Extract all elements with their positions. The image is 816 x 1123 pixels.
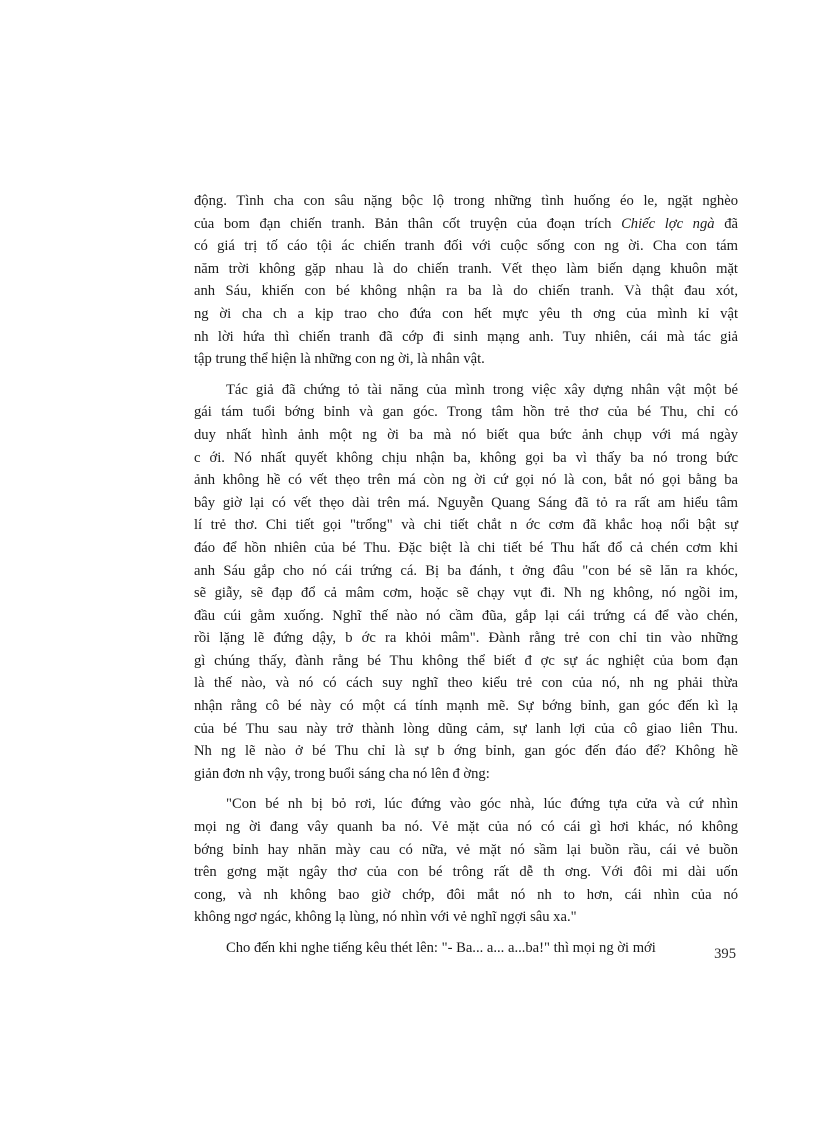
text-line: c ới. Nó nhất quyết không chịu nhận ba, không gọi ba vì thấy ba nó trong bức [194, 449, 738, 466]
text-line: nhận rằng cô bé này có một cá tính mạnh mẽ. Sự bớng bỉnh, gan góc đến kì lạ [194, 698, 738, 715]
text-line: tập trung thể hiện là những con ng ời, là nhân vật. [194, 351, 485, 368]
paragraph-p3 [194, 793, 738, 929]
text-line: gì chúng thấy, đành rằng bé Thu không thể biết đ ợc sự ác nghiệt của bom đạn [194, 652, 738, 669]
page-number: 395 [714, 946, 736, 962]
text-line: sẽ giẫy, sẽ đạp đổ cả mâm cơm, hoặc sẽ chạy vụt đi. Nh ng không, nó ngồi im, [194, 585, 738, 602]
paragraph-p4 [194, 937, 738, 960]
text-line: bây giờ lại có vết thẹo dài trên má. Nguyễn Quang Sáng đã tỏ ra rất am hiểu tâm [194, 494, 738, 511]
text-line: là thế nào, và nó có cách suy nghĩ theo kiểu trẻ con của nó, nh ng phải thừa [194, 675, 738, 692]
text-line: gái tám tuổi bớng bỉnh và gan góc. Trong tâm hồn trẻ thơ của bé Thu, chỉ có [194, 404, 738, 421]
text-line: giản đơn nh vậy, trong buổi sáng cha nó lên đ ờng: [194, 765, 490, 782]
text-line: cong, và nh không bao giờ chớp, đôi mắt nó nh to hơn, cái nhìn của nó [194, 886, 738, 903]
text-line: năm trời không gặp nhau là do chiến tranh. Vết thẹo làm biến dạng khuôn mặt [194, 260, 738, 277]
text-line: anh Sáu gắp cho nó cái trứng cá. Bị ba đánh, t ởng đâu "con bé sẽ lăn ra khóc, [194, 562, 738, 579]
text-line: không ngơ ngác, không lạ lùng, nó nhìn với vẻ nghĩ ngợi sâu xa." [194, 909, 577, 926]
text-line: nh lời hứa thì chiến tranh đã cớp đi sinh mạng anh. Tuy nhiên, cái mà tác giả [194, 328, 738, 345]
text-line: Tác giả đã chứng tỏ tài năng của mình trong việc xây dựng nhân vật một bé [226, 381, 738, 398]
text-line: động. Tình cha con sâu nặng bộc lộ trong những tình huống éo le, ngặt nghèo [194, 193, 738, 209]
text-line: Cho đến khi nghe tiếng kêu thét lên: "- Ba... a... a...ba!" thì mọi ng ời mới [226, 940, 656, 956]
text-line: đầu cúi gằm xuống. Nghĩ thế nào nó cầm đũa, gắp lại cái trứng cá để vào chén, [194, 607, 738, 624]
text-line: ng ời cha ch a kịp trao cho đứa con hết mực yêu th ơng của mình kỉ vật [194, 305, 738, 322]
text-line: duy nhất hình ảnh một ng ời ba mà nó biết qua bức ảnh chụp với má ngày [194, 426, 738, 443]
text-line: bớng bỉnh hay nhăn mày cau có nữa, vẻ mặt nó sầm lại buồn rầu, cái vẻ buồn [194, 841, 738, 858]
text-line: Nh ng lẽ nào ở bé Thu chỉ là sự b ớng bỉnh, gan góc đến đáo để? Không hề [194, 743, 738, 760]
text-line: rồi lặng lẽ đứng dậy, b ớc ra khỏi mâm". Đành rằng trẻ con chỉ tin vào những [194, 630, 738, 647]
text-line: ảnh không hề có vết thẹo trên má còn ng ời cứ gọi nó là con, bắt nó gọi bằng ba [194, 472, 738, 489]
text-line: "Con bé nh bị bỏ rơi, lúc đứng vào góc nhà, lúc đứng tựa cửa và cứ nhìn [226, 796, 738, 813]
paragraph-p2 [194, 379, 738, 786]
text-line: mọi ng ời đang vây quanh ba nó. Vẻ mặt của nó có cái gì hơi khác, nó không [194, 819, 738, 836]
text-line: anh Sáu, khiến con bé không nhận ra ba là do chiến tranh. Và thật đau xót, [194, 283, 738, 300]
text-line: đáo để hồn nhiên của bé Thu. Đặc biệt là chi tiết bé Thu hất đổ cả chén cơm khi [194, 539, 738, 556]
body-text [194, 190, 738, 968]
text-line: có giá trị tố cáo tội ác chiến tranh đối với cuộc sống con ng ời. Cha con tám [194, 238, 738, 255]
text-line: của bom đạn chiến tranh. Bản thân cốt truyện của đoạn trích Chiếc lợc ngà đã [194, 215, 738, 232]
text-line: lí trẻ thơ. Chi tiết gọi "trổng" và chi tiết chắt n ớc cơm đã khắc hoạ nổi bật sự [194, 517, 738, 534]
text-line: trên gơng mặt ngây thơ của con bé trông rất dễ th ơng. Với đôi mi dài uốn [194, 864, 738, 881]
paragraph-p1 [194, 190, 738, 371]
text-line: của bé Thu sau này trở thành lòng dũng cảm, sự lanh lợi của cô giao liên Thu. [194, 720, 738, 737]
italic-title: Chiếc lợc ngà [621, 215, 715, 232]
